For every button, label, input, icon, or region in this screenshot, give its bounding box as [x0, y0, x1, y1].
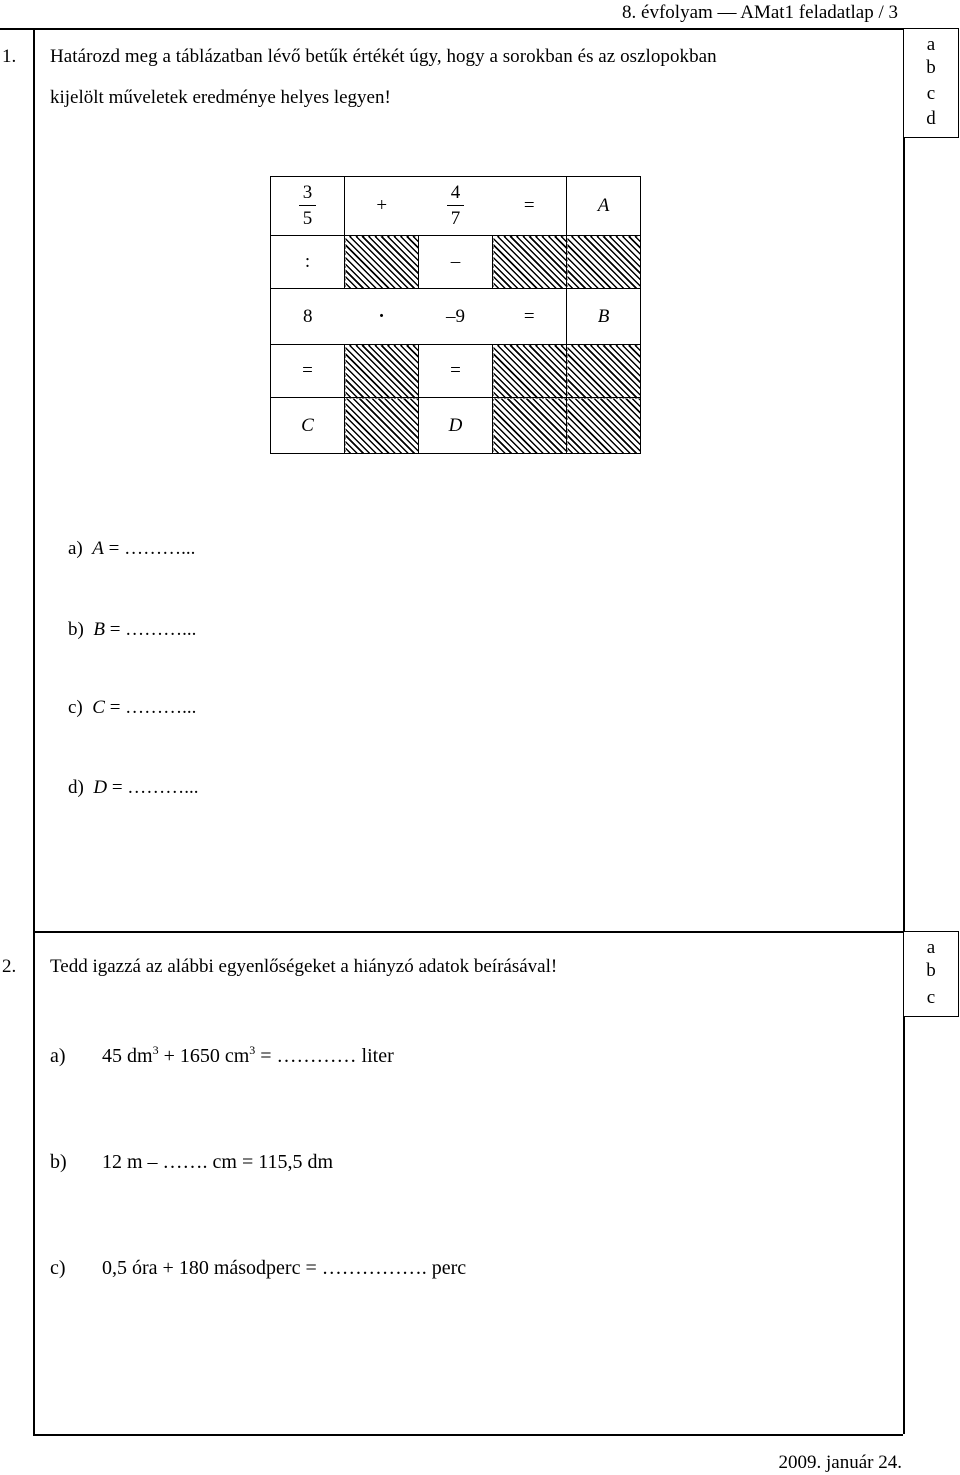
- answer-c: [68, 697, 196, 719]
- grid-cell-fraction-2: [419, 177, 493, 236]
- score-label-a: a: [926, 937, 936, 958]
- grid-cell-fraction-1: [271, 177, 345, 236]
- grid-cell-minus-nine: –9: [419, 289, 493, 345]
- fraction-1-numerator: 3: [299, 181, 317, 206]
- answer-b-blank[interactable]: = ………...: [109, 619, 197, 640]
- grid-cell-equals-col3: =: [419, 345, 493, 398]
- fraction-1-denominator: 5: [302, 207, 313, 229]
- grid-cell-plus: +: [345, 177, 419, 236]
- task2-frame: [33, 931, 905, 1434]
- answer-d: [68, 777, 199, 799]
- equation-a-label: a): [50, 1045, 66, 1067]
- grid-cell-result-B: B: [567, 289, 641, 345]
- grid-cell-equals-1: =: [493, 177, 567, 236]
- answer-b-label: b): [68, 619, 84, 640]
- answer-c-blank[interactable]: = ………...: [109, 697, 197, 718]
- score-label-b: b: [926, 57, 936, 78]
- task1-number: 1.: [2, 46, 17, 67]
- grid-cell-minus: –: [419, 236, 493, 289]
- equation-a-blank[interactable]: = ………… liter: [255, 1045, 394, 1067]
- answer-d-var: D: [93, 777, 108, 798]
- grid-cell-hatched: [567, 236, 641, 289]
- task1-text-line2: kijelölt műveletek eredménye helyes legyen!: [50, 87, 391, 108]
- score-label-c: c: [926, 987, 936, 1008]
- equation-b-label: b): [50, 1151, 67, 1173]
- score-label-d: d: [926, 108, 936, 129]
- answer-a-label: a): [68, 538, 83, 559]
- operation-grid: [270, 176, 641, 454]
- equation-a-part2: + 1650 cm: [158, 1045, 250, 1067]
- task2-text: Tedd igazzá az alábbi egyenlőségeket a hiányzó adatok beírásával!: [50, 956, 558, 977]
- answer-b-var: B: [93, 619, 105, 640]
- equation-c-text[interactable]: 0,5 óra + 180 másodperc = ……………. perc: [102, 1257, 467, 1279]
- grid-cell-eight: 8: [271, 289, 345, 345]
- grid-cell-equals-2: =: [493, 289, 567, 345]
- task2-bottom-rule: [33, 1434, 903, 1436]
- page-header: 8. évfolyam — AMat1 feladatlap / 3: [622, 2, 898, 23]
- grid-cell-times: ·: [345, 289, 419, 345]
- equation-b: [50, 1151, 333, 1174]
- grid-cell-equals-col1: =: [271, 345, 345, 398]
- grid-cell-result-A: A: [567, 177, 641, 236]
- fraction-2-numerator: 4: [447, 181, 465, 206]
- task2-number: 2.: [2, 956, 17, 977]
- task2-score-box: [903, 931, 959, 1017]
- equation-a-part1: 45 dm: [102, 1045, 153, 1067]
- task1-top-rule: [0, 28, 903, 30]
- grid-cell-result-C: C: [271, 398, 345, 454]
- equation-b-text[interactable]: 12 m – ……. cm = 115,5 dm: [102, 1151, 334, 1173]
- equation-a-exp1: 3: [152, 1043, 159, 1057]
- answer-d-label: d): [68, 777, 84, 798]
- grid-cell-hatched: [493, 236, 567, 289]
- grid-cell-hatched: [345, 236, 419, 289]
- grid-cell-hatched: [493, 345, 567, 398]
- grid-cell-hatched: [567, 398, 641, 454]
- answer-a: [68, 538, 195, 560]
- equation-a: [50, 1045, 394, 1068]
- grid-cell-hatched: [345, 398, 419, 454]
- answer-b: [68, 619, 196, 641]
- answer-a-var: A: [92, 538, 104, 559]
- answer-d-blank[interactable]: = ………...: [111, 777, 199, 798]
- answer-c-label: c): [68, 697, 83, 718]
- grid-cell-divide: :: [271, 236, 345, 289]
- score-label-b: b: [926, 960, 936, 981]
- equation-c: [50, 1257, 466, 1280]
- equation-a-exp2: 3: [249, 1043, 256, 1057]
- fraction-2-denominator: 7: [450, 207, 461, 229]
- page-footer-date: 2009. január 24.: [778, 1452, 902, 1473]
- score-label-c: c: [926, 83, 936, 104]
- task1-score-box: [903, 28, 959, 138]
- answer-a-blank[interactable]: = ………...: [108, 538, 196, 559]
- equation-c-label: c): [50, 1257, 66, 1279]
- answer-c-var: C: [92, 697, 105, 718]
- task1-text-line1: Határozd meg a táblázatban lévő betűk értékét úgy, hogy a sorokban és az oszlopokban: [50, 46, 717, 67]
- grid-cell-hatched: [493, 398, 567, 454]
- grid-cell-hatched: [567, 345, 641, 398]
- grid-cell-hatched: [345, 345, 419, 398]
- score-label-a: a: [926, 34, 936, 55]
- grid-cell-result-D: D: [419, 398, 493, 454]
